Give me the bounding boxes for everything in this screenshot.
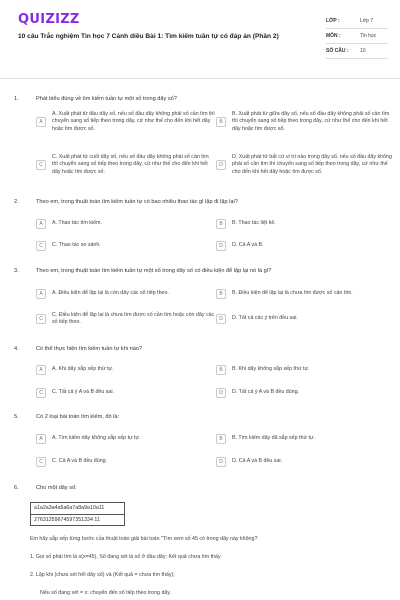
sequence-value-row: 27631259674597351334 11 [31,514,124,525]
option-c[interactable] [36,240,216,252]
option-d[interactable] [216,387,392,399]
option-text: B. Thao tác liệt kê. [232,220,276,227]
option-text: C. Cả A và B đều đúng. [52,458,108,465]
option-c[interactable] [36,143,216,187]
question-6-instruction: Em hãy sắp xếp từng bước của thuật toán giải bài toán "Tìm xem số 45 có trong dãy này không? [30,536,258,542]
question-text: Phát biểu đúng về tìm kiếm tuần tự một số trong dãy số? [36,96,177,102]
question-5 [14,414,388,420]
question-number: 3. [14,268,19,274]
header-divider [0,78,400,79]
option-d[interactable] [216,456,392,468]
option-key-badge: C [36,314,46,324]
option-text: B. Tìm kiếm dãy đã sắp xếp thứ tự. [232,435,315,442]
quizizz-logo: QUIZIZZ [18,12,80,27]
option-text: D. Tất cả ý A và B đều đúng. [232,389,300,396]
option-text: B. Khi dãy không sắp xếp thứ tự. [232,366,310,373]
meta-class-value: Lớp 7 [360,18,374,24]
option-key-badge: D [216,388,226,398]
option-b[interactable] [216,364,392,376]
option-text: D. Tất cả các ý trên đều sai. [232,315,298,322]
option-a[interactable] [36,218,216,230]
question-6 [14,485,388,491]
option-text: D. Xuất phát từ bất cứ vị trí nào trong dãy số, nếu số đầu dãy không phải số cần tìm thì chuyển sang số tiếp theo trong dãy, cứ như thế cho đến khi hết dãy hoặc tìm được số. [232,154,392,175]
header [0,0,400,78]
option-key-badge: D [216,457,226,467]
question-number: 1. [14,96,19,102]
option-a[interactable] [36,364,216,376]
question-4 [14,346,388,352]
option-d[interactable] [216,240,392,252]
option-b[interactable] [216,218,392,230]
option-key-badge: A [36,117,46,127]
question-text: Theo em, trong thuật toán tìm kiếm tuần tự có bao nhiêu thao tác gì lặp đi lặp lại? [36,199,238,205]
option-b[interactable] [216,433,392,445]
meta-subject-row [326,29,388,44]
question-number: 2. [14,199,19,205]
option-text: C. Tất cả ý A và B đều sai. [52,389,115,396]
option-text: A. Tìm kiếm dãy không sắp xếp tự tự. [52,435,141,442]
sequence-table [30,502,125,526]
question-2 [14,199,388,205]
meta-subject-value: Tin học [360,33,377,39]
sequence-index-row: a1a2a3a4a5a6a7a8a9a10a11 [34,505,105,511]
option-key-badge: B [216,117,226,127]
meta-panel [326,14,388,59]
option-key-badge: B [216,434,226,444]
option-key-badge: D [216,241,226,251]
option-key-badge: C [36,160,46,170]
page-title: 10 câu Trắc nghiệm Tin học 7 Cánh diều Bài 1: Tìm kiếm tuần tự có đáp án (Phần 2) [18,33,279,40]
option-c[interactable] [36,456,216,468]
option-key-badge: B [216,289,226,299]
option-text: D. Cả A và B. [232,242,264,249]
option-text: D. Cả A và B đều sai. [232,458,283,465]
option-key-badge: A [36,434,46,444]
question-text: Có 2 loại bài toán tìm kiếm, đó là: [36,414,120,420]
option-key-badge: D [216,314,226,324]
option-a[interactable] [36,288,216,300]
option-d[interactable] [216,313,392,325]
algorithm-step-1: 1. Gọi số phải tìm là x(x=45), Số đang xét là số ở đầu dãy; Kết quả chưa tìm thấy [30,554,221,560]
question-text: Cho một dãy số: [36,485,77,491]
meta-class-label: LỚP : [326,18,340,24]
option-key-badge: C [36,241,46,251]
option-text: C. Điều kiện để lặp lại là chưa tìm được số cần tìm hoặc còn dãy các số tiếp theo. [52,311,215,325]
option-text: C. Thao tác so sánh. [52,242,101,249]
algorithm-step-2-detail: Nếu số đang xét = x: chuyển đến số tiếp theo trong dãy. [40,590,172,596]
question-3 [14,268,388,274]
option-a[interactable] [36,100,216,144]
option-b[interactable] [216,100,392,144]
meta-count-row [326,44,388,59]
option-key-badge: C [36,388,46,398]
option-a[interactable] [36,433,216,445]
question-number: 4. [14,346,19,352]
option-text: B. Xuất phát từ giữa dãy số, nếu số đầu dãy không phải số cần tìm thì chuyển sang số tiếp theo trong dãy, cứ như thế cho đến khi hết dãy hoặc tìm được số. [232,111,390,132]
option-text: B. Điều kiện để lặp lại là chưa tìm được số cần tìm. [232,290,353,297]
option-text: A. Khi dãy sắp xếp thứ tự. [52,366,114,373]
option-text: A. Xuất phát từ đầu dãy số, nếu số đầu dãy không phải số cần tìm thì chuyển sang số tiếp theo trong dãy, cứ như thế cho đến khi hết dãy hoặc tìm được số. [52,111,215,132]
option-b[interactable] [216,288,392,300]
option-c[interactable] [36,308,216,330]
option-key-badge: B [216,219,226,229]
algorithm-step-2: 2. Lặp khi (chưa xét hết dãy số) và (Kết quả = chưa tìm thấy); [30,572,175,578]
option-text: A. Thao tác tìm kiếm. [52,220,102,227]
option-key-badge: A [36,219,46,229]
option-key-badge: D [216,160,226,170]
option-key-badge: A [36,289,46,299]
option-key-badge: B [216,365,226,375]
question-number: 5. [14,414,19,420]
question-number: 6. [14,485,19,491]
option-c[interactable] [36,387,216,399]
option-d[interactable] [216,143,392,187]
option-text: C. Xuất phát từ cuối dãy số, nếu số đầu dãy không phải số cần tìm thì chuyển sang số tiếp theo trong dãy, cứ như thế cho đến khi hết dãy hoặc tìm được số. [52,154,209,175]
option-key-badge: A [36,365,46,375]
meta-subject-label: MÔN : [326,33,341,39]
option-key-badge: C [36,457,46,467]
option-text: A. Điều kiện để lặp lại là còn dãy các số tiếp theo. [52,290,169,297]
question-text: Theo em, trong thuật toán tìm kiếm tuần tự một số trong dãy số có điều kiện để lặp lại nó là gì? [36,268,272,274]
meta-count-value: 10 [360,48,366,54]
meta-count-label: SỐ CÂU : [326,48,349,54]
question-text: Có thể thực hiện tìm kiếm tuần tự khi nào? [36,346,143,352]
meta-class-row [326,14,388,29]
